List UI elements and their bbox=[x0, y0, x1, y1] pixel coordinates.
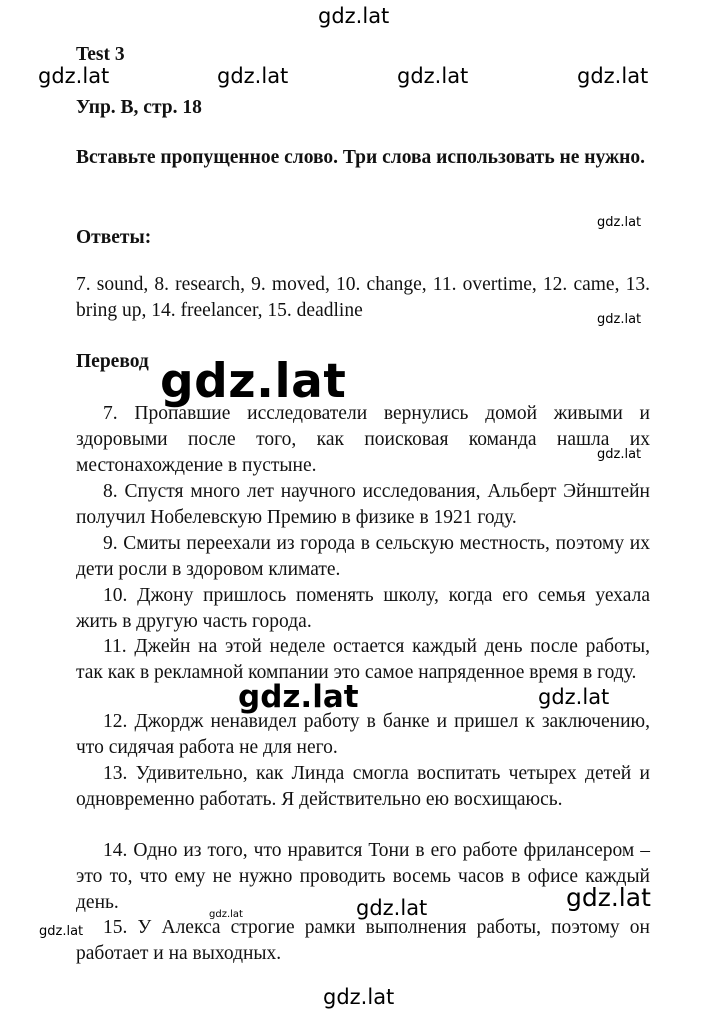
watermark-logo: gdz.lat bbox=[209, 909, 243, 920]
watermark-logo: gdz.lat bbox=[597, 447, 642, 462]
translation-item: 13. Удивительно, как Линда смогла воспитать четырех детей и одновременно работать. Я действительно ею восхищаюсь. bbox=[76, 763, 650, 810]
watermark-logo: gdz.lat bbox=[356, 896, 428, 920]
watermark-logo: gdz.lat bbox=[577, 64, 649, 88]
translation-heading: Перевод bbox=[76, 351, 149, 372]
translation-item: 11. Джейн на этой неделе остается каждый день после работы, так как в рекламной компании это самое напряденное время в году. bbox=[76, 636, 650, 683]
translation-item: 12. Джордж ненавидел работу в банке и пришел к заключению, что сидячая работа не для него. bbox=[76, 711, 650, 758]
watermark-logo: gdz.lat bbox=[597, 312, 642, 327]
test-title: Test 3 bbox=[76, 44, 125, 65]
translation-item: 9. Смиты переехали из города в сельскую местность, поэтому их дети росли в здоровом климате. bbox=[76, 533, 650, 580]
watermark-logo: gdz.lat bbox=[318, 4, 390, 28]
translation-item: 10. Джону пришлось поменять школу, когда его семья уехала жить в другую часть города. bbox=[76, 585, 650, 632]
exercise-reference: Упр. B, стр. 18 bbox=[76, 97, 202, 118]
answers-heading: Ответы: bbox=[76, 227, 152, 248]
watermark-logo: gdz.lat bbox=[39, 924, 84, 939]
watermark-logo: gdz.lat bbox=[160, 354, 347, 409]
translation-item: 7. Пропавшие исследователи вернулись домой живыми и здоровыми после того, как поисковая команда нашла их местонахождение в пустыне. bbox=[76, 403, 650, 476]
translation-item: 15. У Алекса строгие рамки выполнения работы, поэтому он работает и на выходных. bbox=[76, 917, 650, 964]
answers-list: 7. sound, 8. research, 9. moved, 10. change, 11. overtime, 12. came, 13. bring up, 14. freelancer, 15. deadline bbox=[76, 274, 650, 321]
watermark-logo: gdz.lat bbox=[397, 64, 469, 88]
watermark-logo: gdz.lat bbox=[538, 685, 610, 709]
watermark-logo: gdz.lat bbox=[566, 883, 651, 912]
watermark-logo: gdz.lat bbox=[238, 679, 359, 715]
watermark-logo: gdz.lat bbox=[38, 64, 110, 88]
watermark-logo: gdz.lat bbox=[217, 64, 289, 88]
watermark-logo: gdz.lat bbox=[323, 985, 395, 1009]
instruction-text: Вставьте пропущенное слово. Три слова использовать не нужно. bbox=[76, 147, 646, 168]
translation-item: 14. Одно из того, что нравится Тони в его работе фрилансером – это то, что ему не нужно проводить восемь часов в офисе каждый день. bbox=[76, 840, 650, 913]
watermark-logo: gdz.lat bbox=[597, 215, 642, 230]
translation-item: 8. Спустя много лет научного исследования, Альберт Эйнштейн получил Нобелевскую Премию в физике в 1921 году. bbox=[76, 481, 650, 528]
